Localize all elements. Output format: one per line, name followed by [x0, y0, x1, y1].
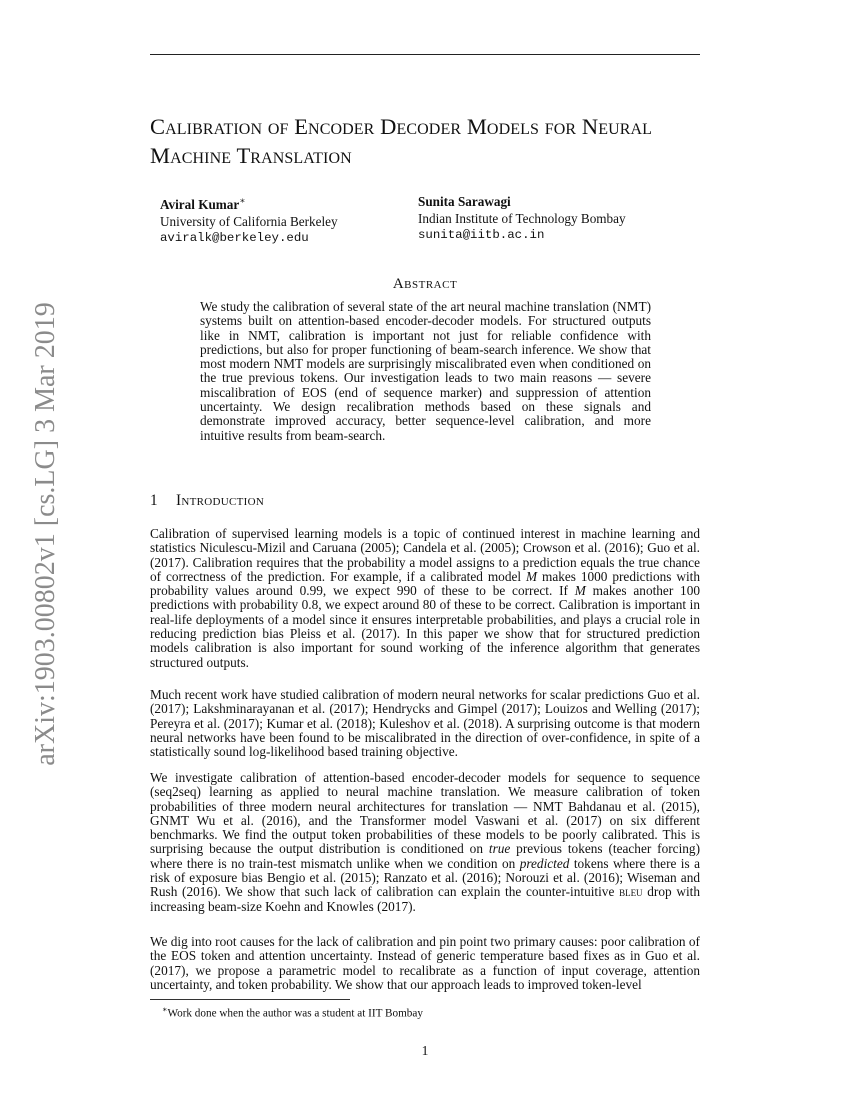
emphasis: predicted	[519, 855, 570, 871]
author-block-1	[160, 193, 338, 247]
top-rule	[150, 54, 700, 55]
paper-title: Calibration of Encoder Decoder Models for Neural Machine Translation	[150, 114, 653, 168]
abstract-text: We study the calibration of several state of the art neural machine translation (NMT) systems built on attention-based encoder-decoder models. For structured outputs like in NMT, calibration is important not just for reliable confidence with predictions, but also for proper functioning of beam-search inference. We show that most modern NMT models are surprisingly miscalibrated even when conditioned on the true previous tokens. Our investigation leads to two main reasons — severe miscalibration of EOS (end of sequence marker) and suppression of attention uncertainty. We design recalibration methods based on these signals and demonstrate improved accuracy, better sequence-level calibration, and more intuitive results from beam-search.	[200, 299, 651, 443]
arxiv-identifier-stamp: arXiv:1903.00802v1 [cs.LG] 3 Mar 2019	[30, 302, 61, 766]
footnote: ∗Work done when the author was a student at IIT Bombay	[162, 1005, 423, 1020]
intro-paragraph-2: Much recent work have studied calibration of modern neural networks for scalar predictions Guo et al. (2017); Lakshminarayanan et al. (2017); Hendrycks and Gimpel (2017); Louizos and Welling (2017); Pereyra et al. (2017); Kumar et al. (2018); Kuleshov et al. (2018). A surprising outcome is that modern neural networks have been found to be miscalibrated in the direction of over-confidence, in spite of a statistically sound log-likelihood based training objective.	[150, 687, 700, 760]
math-number: 0.99	[299, 583, 323, 599]
section-number: 1	[150, 492, 158, 509]
author-affiliation: Indian Institute of Technology Bombay	[418, 211, 626, 226]
author-block-2	[418, 193, 626, 244]
intro-paragraph-4: We dig into root causes for the lack of calibration and pin point two primary causes: poor calibration of the EOS token and attention uncertainty. Instead of generic temperature based fixes as in Guo et al. (2017), we propose a parametric model to recalibrate as a function of input coverage, attention uncertainty, and token probability. We show that our approach leads to improved token-level	[150, 934, 700, 992]
page-number: 1	[421, 1043, 429, 1058]
author-email[interactable]: sunita@iitb.ac.in	[418, 228, 545, 242]
footnote-rule	[150, 999, 350, 1000]
author-name: Aviral Kumar∗	[160, 196, 246, 213]
author-affiliation: University of California Berkeley	[160, 214, 338, 230]
section-title: Introduction	[176, 492, 265, 509]
footnote-mark: ∗	[239, 196, 246, 206]
author-email[interactable]: aviralk@berkeley.edu	[160, 231, 309, 246]
footnote-mark: ∗	[162, 1005, 168, 1014]
metric-name: bleu	[619, 884, 643, 900]
math-symbol: M	[525, 568, 538, 584]
intro-paragraph-1: Calibration of supervised learning models is a topic of continued interest in machine learning and statistics Niculescu-Mizil and Caruana (2005); Candela et al. (2005); Crowson et al. (2016); Guo et al. (2017). Calibration requires that the probability a model assigns to a prediction equals the true chance of correctness of the prediction. For example, if a calibrated model M makes 1000 predictions with probability values around 0.99, we expect 990 of these to be correct. If M makes another 100 predictions with probability 0.8, we expect around 80 of these to be correct. Calibration is important in real-life deployments of a model since it ensures interpretable probabilities, and plays a crucial role in reducing prediction bias Pleiss et al. (2017). In this paper we show that for structured prediction models calibration is also important for sound working of the inference algorithm that generates structured outputs.	[150, 526, 701, 670]
math-symbol: M	[574, 583, 586, 599]
author-name: Sunita Sarawagi	[418, 194, 511, 209]
abstract-heading: Abstract	[392, 276, 458, 292]
intro-paragraph-3: We investigate calibration of attention-based encoder-decoder models for sequence to sequence (seq2seq) learning as applied to neural machine translation. We measure calibration of token probabilities of three modern neural architectures for translation — NMT Bahdanau et al. (2015), GNMT Wu et al. (2016), and the Transformer model Vaswani et al. (2017) on six different benchmarks. We find the output token probabilities of these models to be poorly calibrated. This is surprising because the output distribution is conditioned on true previous tokens (teacher forcing) where there is no train-test mismatch unlike when we condition on predicted tokens where there is a risk of exposure bias Bengio et al. (2015); Ranzato et al. (2016); Norouzi et al. (2016); Wiseman and Rush (2016). We show that such lack of calibration can explain the counter-intuitive bleu drop with increasing beam-size Koehn and Knowles (2017).	[150, 770, 700, 914]
emphasis: true	[488, 841, 511, 857]
section-heading-introduction	[150, 492, 264, 510]
